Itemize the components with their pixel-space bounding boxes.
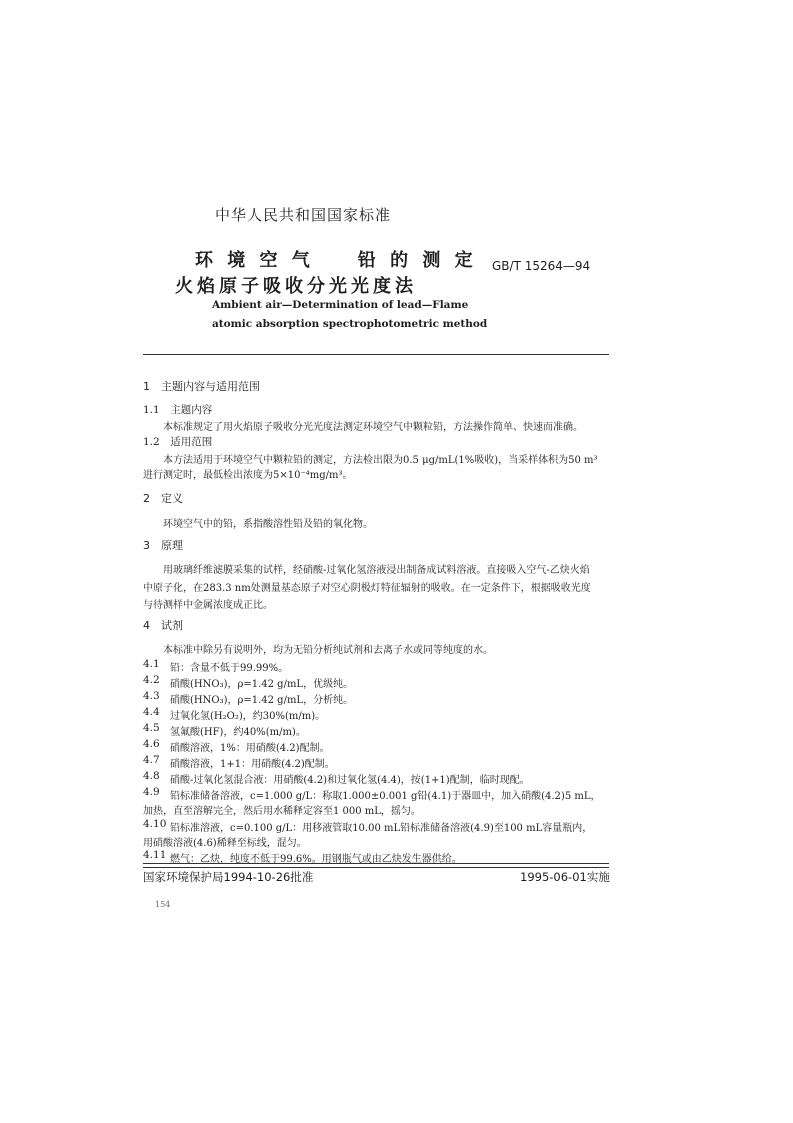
item-number: 4.11 [143,849,167,861]
section-3-text-line2: 中原子化，在283.3 nm处测量基态原子对空心阴极灯特征辐射的吸收。在一定条件下，根据吸收光度 [143,583,591,594]
item-text: 硝酸溶液，1+1：用硝酸(4.2)配制。 [170,759,335,770]
footer-divider-top [143,863,609,864]
approval-date: 国家环境保护局1994-10-26批准 [143,870,314,884]
item-number: 4.10 [143,818,167,830]
item-number: 4.1 [143,658,160,670]
item-4-10-text-line2: 用硝酸溶液(4.6)稀释至标线，混匀。 [143,838,307,849]
item-number: 4.6 [143,738,160,750]
section-3-text-line1: 用玻璃纤维滤膜采集的试样，经硝酸-过氧化氢溶液浸出制备成试料溶液。直接吸入空气-乙炔火焰 [163,565,590,576]
item-text: 硝酸溶液，1%：用硝酸(4.2)配制。 [170,743,330,754]
footer-divider-bottom [143,867,609,868]
section-3-text-line3: 与待测样中金属浓度成正比。 [143,600,273,611]
item-number: 4.8 [143,770,160,782]
item-4-9-text-line2: 加热，直至溶解完全，然后用水稀释定容至1 000 mL，摇匀。 [143,806,421,817]
english-title-line2: atomic absorption spectrophotometric method [212,318,488,330]
item-text: 氢氟酸(HF)，约40%(m/m)。 [170,727,306,738]
section-1-heading: 1 主题内容与适用范围 [143,380,260,393]
section-4-intro: 本标准中除另有说明外，均为无铅分析纯试剂和去离子水或同等纯度的水。 [163,645,493,656]
standard-code: GB/T 15264—94 [492,259,591,273]
item-number: 4.4 [143,706,160,718]
document-title-line2: 火焰原子吸收分光光度法 [175,276,417,297]
item-number: 4.9 [143,786,160,798]
item-number: 4.5 [143,722,160,734]
item-4-9-text-line1: 铅标准储备溶液，c=1.000 g/L：称取1.000±0.001 g铅(4.1)于器皿中，加入硝酸(4.2)5 mL， [170,791,601,802]
section-4-heading: 4 试剂 [143,619,183,632]
section-2-heading: 2 定义 [143,492,183,505]
section-1-1-text: 本标准规定了用火焰原子吸收分光光度法测定环境空气中颗粒铅，方法操作简单、快速而准确。 [163,422,583,433]
section-1-1-heading: 1.1 主题内容 [143,404,213,416]
header-divider [143,354,609,355]
item-4-11-text: 燃气：乙炔，纯度不低于99.6%。用钢瓶气或由乙炔发生器供给。 [170,854,462,865]
section-1-2-heading: 1.2 适用范围 [143,436,213,448]
english-title-line1: Ambient air—Determination of lead—Flame [212,299,469,311]
section-1-2-text-line1: 本方法适用于环境空气中颗粒铅的测定，方法检出限为0.5 μg/mL(1%吸收)，当采样体积为50 m³ [163,455,598,466]
item-number: 4.3 [143,690,160,702]
item-text: 硝酸-过氧化氢混合液：用硝酸(4.2)和过氧化氢(4.4)，按(1+1)配制，临时现配。 [170,775,530,786]
section-2-text: 环境空气中的铅，系指酸溶性铅及铅的氧化物。 [163,519,373,530]
item-number: 4.7 [143,754,160,766]
implementation-date: 1995-06-01实施 [520,870,610,884]
item-text: 硝酸(HNO₃)，ρ=1.42 g/mL，分析纯。 [170,695,354,706]
item-number: 4.2 [143,674,160,686]
page-number: 154 [155,900,171,909]
national-standard-label: 中华人民共和国国家标准 [215,206,392,224]
item-text: 过氧化氢(H₂O₂)，约30%(m/m)。 [170,711,326,722]
item-text: 硝酸(HNO₃)，ρ=1.42 g/mL，优级纯。 [170,679,354,690]
section-1-2-text-line2: 进行测定时，最低检出浓度为5×10⁻⁴mg/m³。 [143,470,353,481]
item-text: 铅：含量不低于99.99%。 [170,663,289,674]
section-3-heading: 3 原理 [143,539,183,552]
item-4-10-text-line1: 铅标准溶液，c=0.100 g/L：用移液管取10.00 mL铅标准储备溶液(4.9)至100 mL容量瓶内， [170,823,593,834]
document-title-line1: 环 境 空 气 铅 的 测 定 [195,250,477,271]
